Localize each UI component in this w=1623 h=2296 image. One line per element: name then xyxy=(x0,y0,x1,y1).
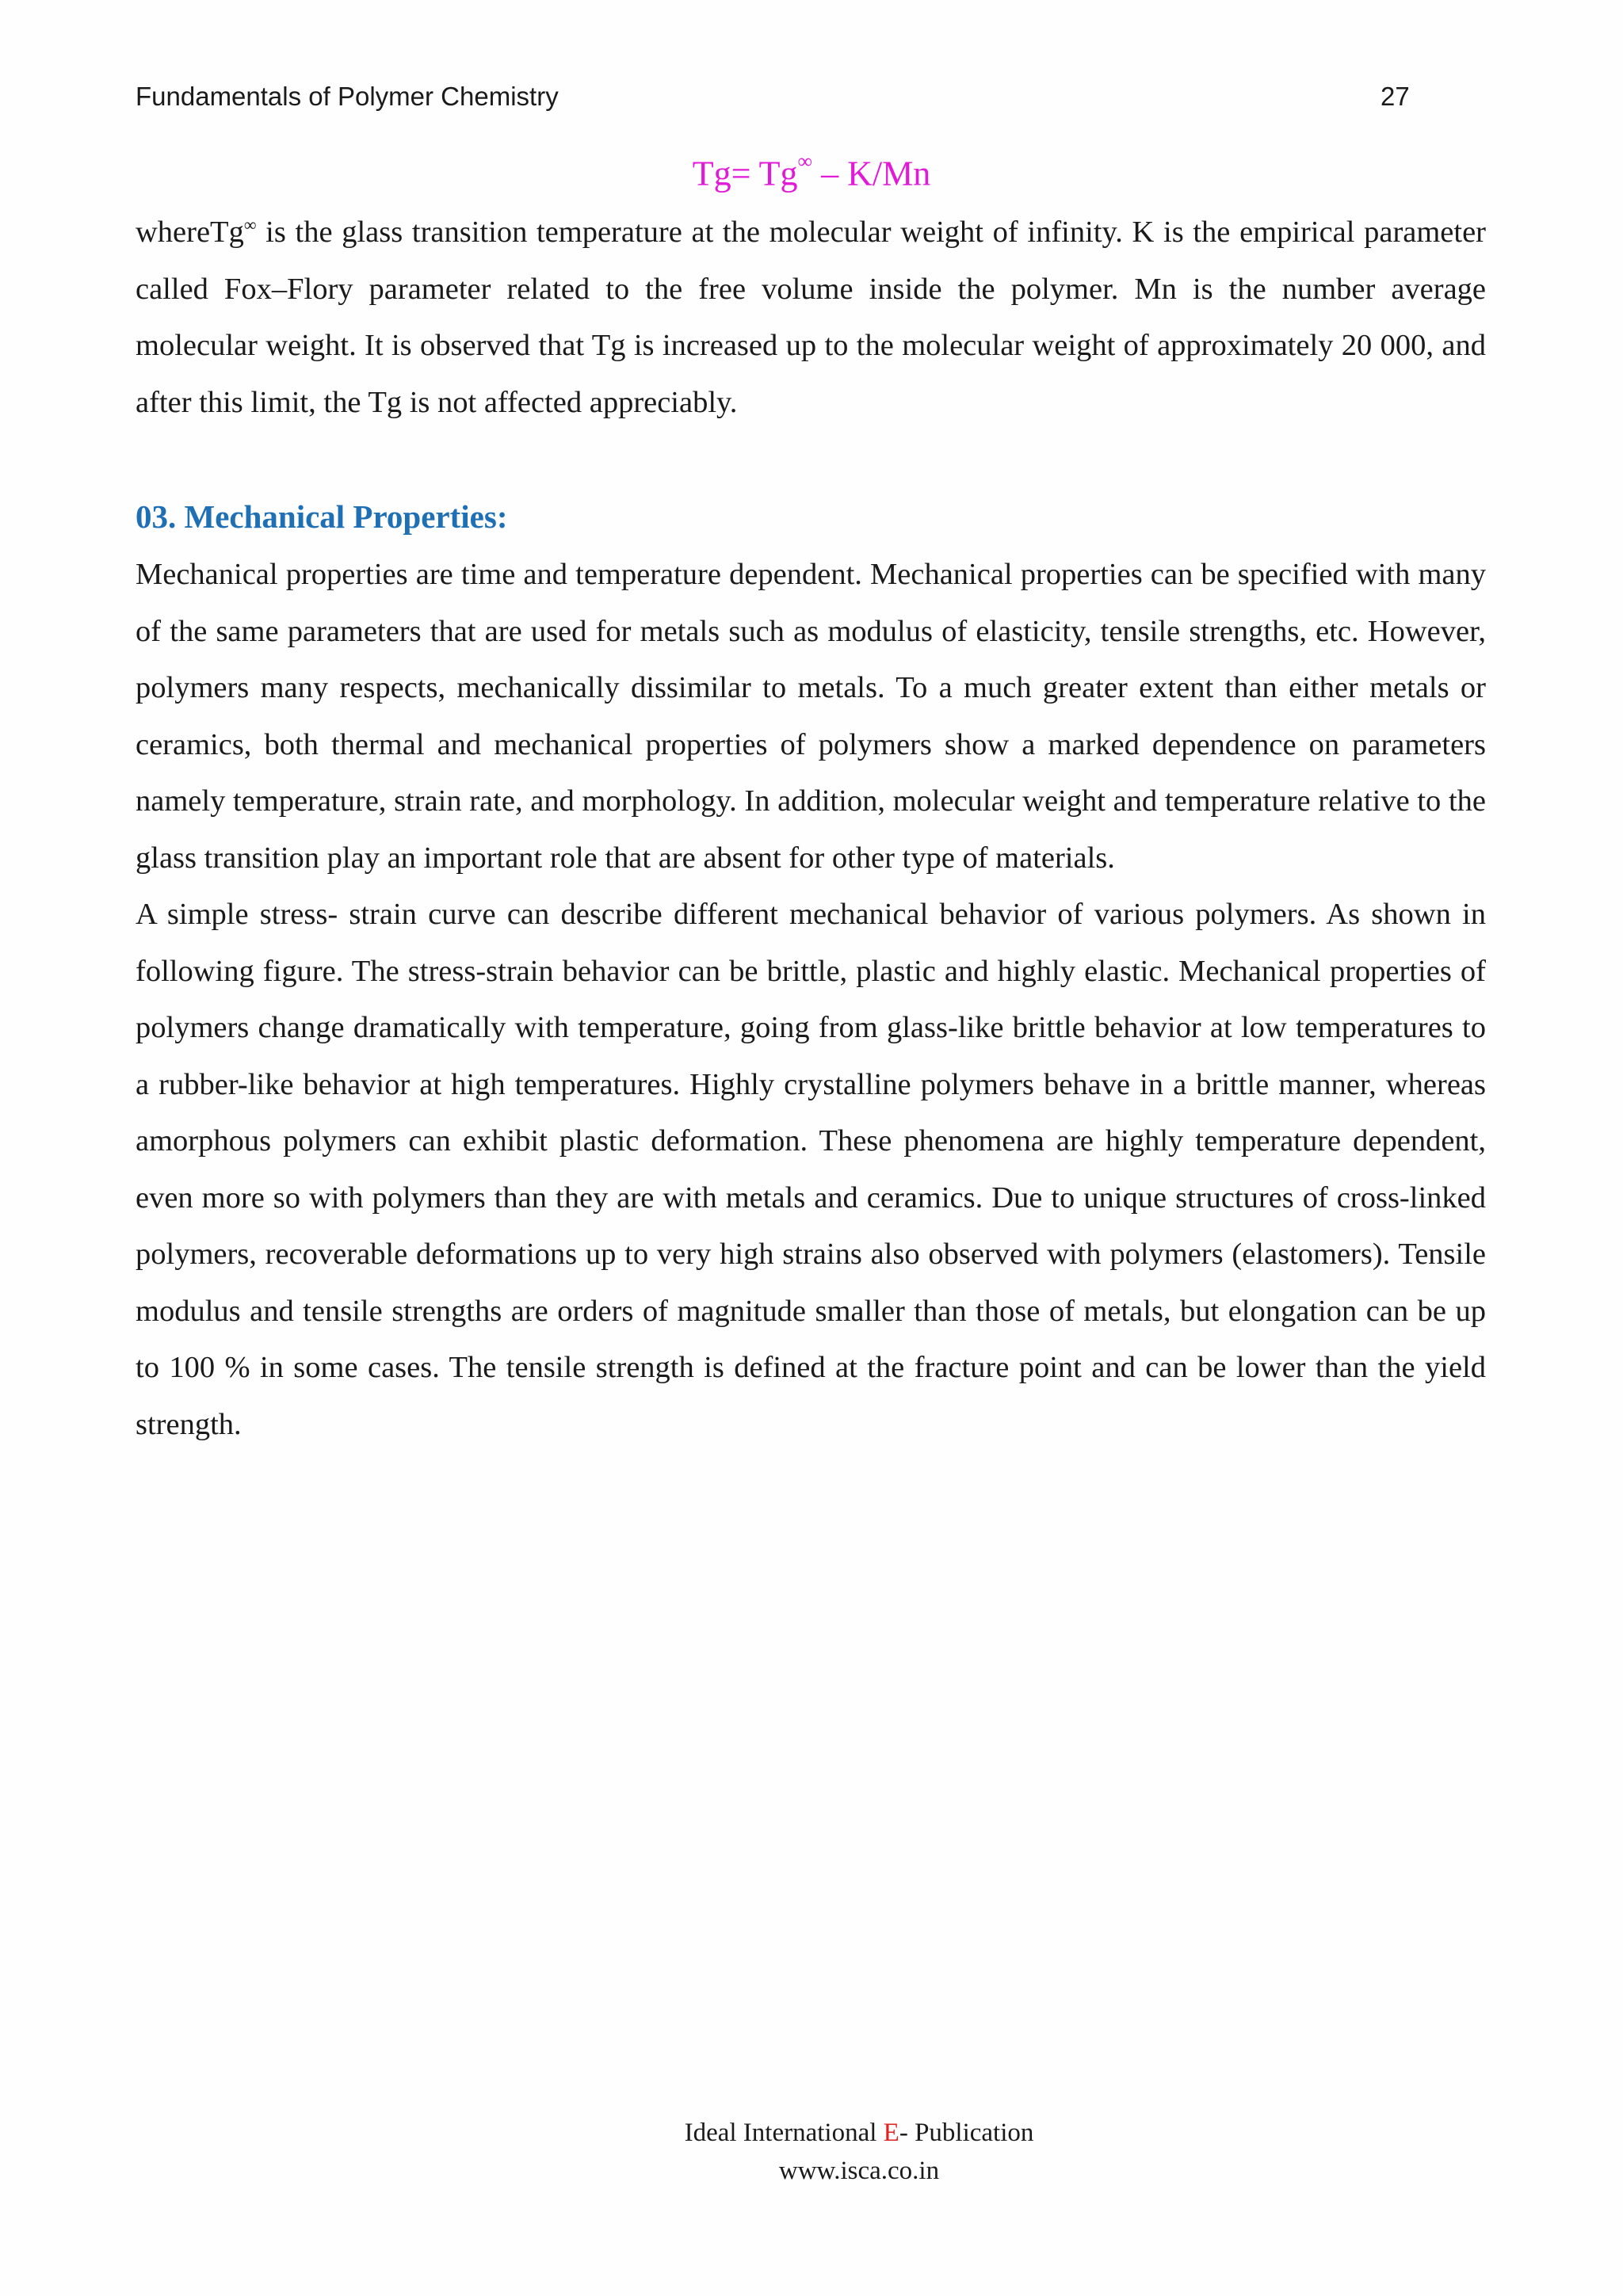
paragraph-superscript: ∞ xyxy=(243,215,257,235)
section-heading: 03. Mechanical Properties: xyxy=(136,498,508,535)
footer-url: www.isca.co.in xyxy=(778,2157,940,2185)
publisher-suffix: - Publication xyxy=(899,2119,1034,2147)
equation-rhs: – K/Mn xyxy=(812,154,931,193)
section-paragraph: Mechanical properties are time and temperature dependent. Mechanical properties can be specified with many of the same parameters that are used for metals such as modulus of elasticity, tensile strengths, etc. However, polymers many respects, mechanically dissimilar to metals. To a much greater extent than either metals or ceramics, both thermal and mechanical properties of polymers show a marked dependence on parameters namely temperature, strain rate, and morphology. In addition, molecular weight and temperature relative to the glass transition play an important role that are absent for other type of materials. xyxy=(136,558,1486,875)
equation-superscript: ∞ xyxy=(797,150,813,173)
running-title: Fundamentals of Polymer Chemistry xyxy=(136,82,559,111)
equation-lhs: Tg= Tg xyxy=(692,154,798,193)
paragraph-tg-definition xyxy=(136,204,1486,431)
paragraph-lead: whereTg xyxy=(136,215,244,249)
footer-publisher xyxy=(0,2115,1623,2150)
page-number: 27 xyxy=(1381,82,1410,111)
publisher-name: Ideal International xyxy=(684,2119,884,2147)
paragraph-text: is the glass transition temperature at the molecular weight of infinity. K is the empirical parameter called Fox–Flory parameter related to the free volume inside the polymer. Mn is the number average molecular weight. It is observed that Tg is increased up to the molecular weight of approximately 20 000, and after this limit, the Tg is not affected appreciably. xyxy=(136,215,1486,419)
section-paragraph: A simple stress- strain curve can describe different mechanical behavior of various polymers. As shown in following figure. The stress-strain behavior can be brittle, plastic and highly elastic. Mechanical properties of polymers change dramatically with temperature, going from glass-like brittle behavior at low temperatures to a rubber-like behavior at high temperatures. Highly crystalline polymers behave in a brittle manner, whereas amorphous polymers can exhibit plastic deformation. These phenomena are highly temperature dependent, even more so with polymers than they are with metals and ceramics. Due to unique structures of cross-linked polymers, recoverable deformations up to very high strains also observed with polymers (elastomers). Tensile modulus and tensile strengths are orders of magnitude smaller than those of metals, but elongation can be up to 100 % in some cases. The tensile strength is defined at the fracture point and can be lower than the yield strength. xyxy=(136,898,1486,1441)
section-body xyxy=(136,547,1486,1453)
publisher-accent-letter: E xyxy=(883,2119,899,2147)
fox-flory-equation xyxy=(0,143,1623,198)
